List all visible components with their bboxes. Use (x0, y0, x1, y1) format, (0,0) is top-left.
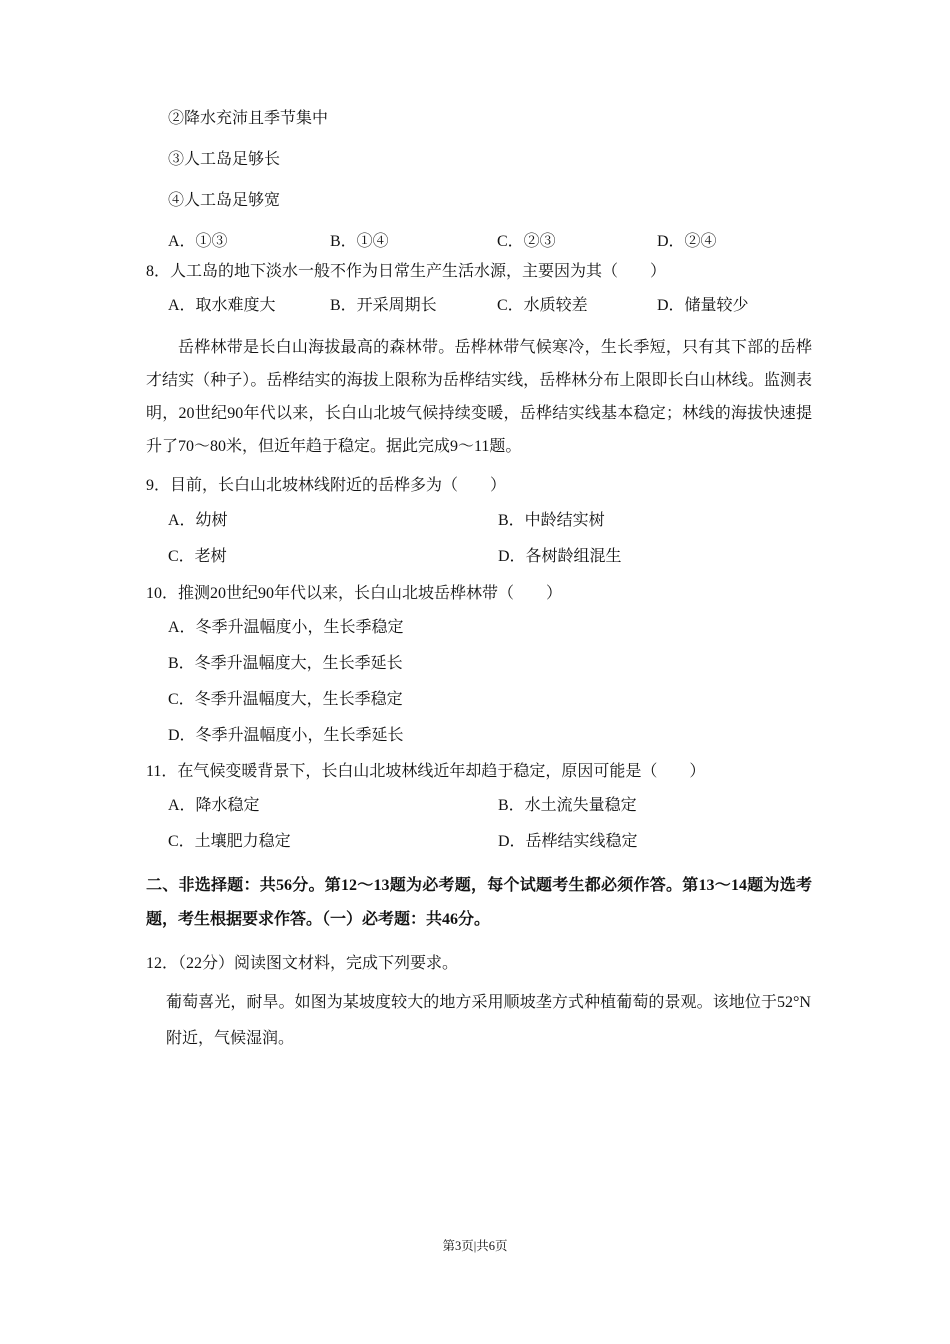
q11-choice-d: D．岳桦结实线稳定 (498, 833, 638, 850)
q9-choice-a: A．幼树 (168, 512, 228, 529)
question-12-stem: 12．（22分）阅读图文材料，完成下列要求。 (146, 955, 459, 972)
q7-choices-row (146, 231, 812, 253)
page-content (146, 100, 812, 1057)
passage-yuehua: 岳桦林带是长白山海拔最高的森林带。岳桦林带气候寒冷，生长季短，只有其下部的岳桦才结实（种子）。岳桦结实的海拔上限称为岳桦结实线，岳桦林分布上限即长白山林线。监测表明，20世纪90年代以来，长白山北坡气候持续变暖，岳桦结实线基本稳定；林线的海拔快速提升了70～80米，但近年趋于稳定。据此完成9～11题。 (146, 339, 812, 455)
q10-choice-b: B．冬季升温幅度大，生长季延长 (168, 655, 403, 672)
question-11-stem: 11．在气候变暖背景下，长白山北坡林线近年却趋于稳定，原因可能是（ ） (146, 763, 706, 780)
q7-suboption-3: ③人工岛足够长 (168, 151, 281, 168)
q7-suboption-2: ②降水充沛且季节集中 (168, 110, 329, 127)
page-footer: 第3页|共6页 (442, 1239, 508, 1253)
q8-choice-c: C．水质较差 (497, 297, 588, 314)
section-2-heading: 二、非选择题：共56分。第12～13题为必考题，每个试题考生都必须作答。第13～14题为选考题，考生根据要求作答。（一）必考题：共46分。 (146, 877, 812, 928)
q9-choice-d: D．各树龄组混生 (498, 548, 622, 565)
q12-intro-paragraph: 葡萄喜光，耐旱。如图为某坡度较大的地方采用顺坡垄方式种植葡萄的景观。该地位于52°N附近，气候湿润。 (166, 994, 811, 1047)
q8-choices-row (146, 295, 812, 317)
q10-choice-a: A．冬季升温幅度小，生长季稳定 (168, 619, 404, 636)
q9-choice-c: C．老树 (168, 548, 227, 565)
q11-choices-row-2 (146, 831, 812, 853)
question-8-stem: 8．人工岛的地下淡水一般不作为日常生产生活水源，主要因为其（ ） (146, 263, 667, 280)
q11-choice-b: B．水土流失量稳定 (498, 797, 637, 814)
q7-choice-c: C．②③ (497, 233, 556, 250)
q11-choices-row-1 (146, 795, 812, 817)
q9-choices-row-2 (146, 546, 812, 568)
q9-choice-b: B．中龄结实树 (498, 512, 605, 529)
q7-choice-a: A．①③ (168, 233, 228, 250)
question-9-stem: 9．目前，长白山北坡林线附近的岳桦多为（ ） (146, 477, 507, 494)
q7-suboption-4: ④人工岛足够宽 (168, 192, 281, 209)
q11-choice-c: C．土壤肥力稳定 (168, 833, 291, 850)
q9-choices-row-1 (146, 510, 812, 532)
q11-choice-a: A．降水稳定 (168, 797, 260, 814)
q10-choice-c: C．冬季升温幅度大，生长季稳定 (168, 691, 403, 708)
q8-choice-a: A．取水难度大 (168, 297, 276, 314)
question-10-stem: 10．推测20世纪90年代以来，长白山北坡岳桦林带（ ） (146, 585, 563, 602)
q7-choice-d: D．②④ (657, 233, 717, 250)
q8-choice-b: B．开采周期长 (330, 297, 437, 314)
q7-choice-b: B．①④ (330, 233, 389, 250)
q8-choice-d: D．储量较少 (657, 297, 749, 314)
q10-choice-d: D．冬季升温幅度小，生长季延长 (168, 727, 404, 744)
